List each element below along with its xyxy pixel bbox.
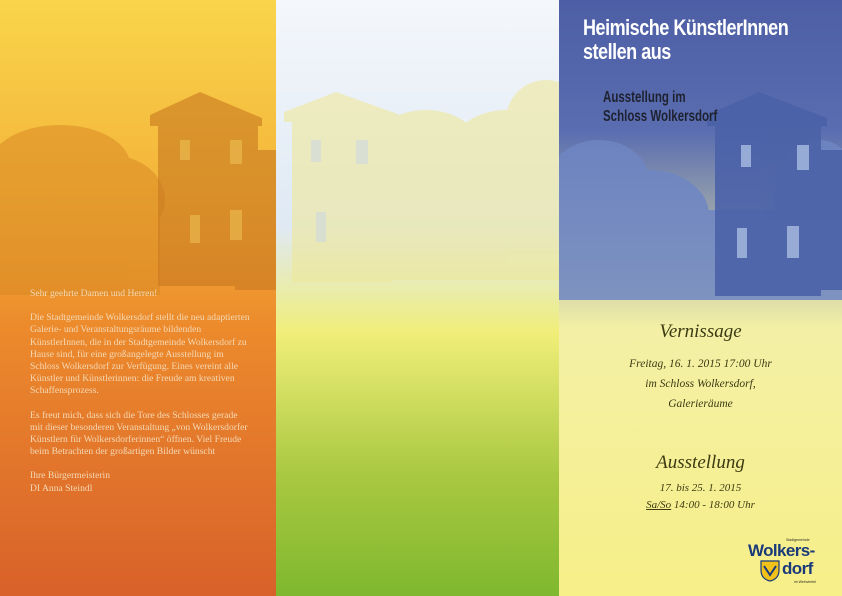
coat-of-arms-icon [760,560,780,582]
exhibition-time: 14:00 - 18:00 Uhr [671,499,755,511]
letter-closing: Ihre Bürgermeisterin [30,470,111,482]
logo-bottom-text: im Weinviertel [794,580,816,584]
title-line: Heimische KünstlerInnen [583,15,789,40]
subtitle-line: Ausstellung im [603,89,686,106]
logo-top-text: Stadtgemeinde [786,538,810,542]
letter-paragraph: Die Stadtgemeinde Wolkersdorf stellt die neu adaptierten Galerie- und Veranstaltungsräume bildenden KünstlerInnen, die in der Stadtgemeinde Wolkersdorf zu Hause sind, für eine großangelegte Ausstellung im Schloss Wolkersdorf zur Verfügung. Eines vereint alle Künstler und Künstlerinnen: die Freude am kreativen Schaffensprozess. [30,312,250,397]
letter-salutation: Sehr geehrte Damen und Herren! [30,288,158,299]
panel-letter [0,0,276,596]
wolkersdorf-logo [746,538,826,588]
letter-paragraph: Es freut mich, dass sich die Tore des Schlosses gerade mit dieser besonderen Veranstaltung „von Wolkersdorfer Künstlern für Wolkersdorferinnen“ öffnen. Viel Freude beim Betrachten der großartigen Bilder wünscht [30,409,248,458]
brochure-subtitle [603,88,717,126]
exhibition-dates: 17. bis 25. 1. 2015 [659,482,742,494]
exhibition-heading: Ausstellung [656,452,745,473]
exhibition-days: Sa/So [646,499,672,511]
brochure-title [583,16,788,64]
logo-word-bottom: dorf [782,559,813,578]
letter-text [30,288,252,495]
vernissage-section [559,320,842,414]
exhibition-hours [559,497,842,514]
panel-program [276,0,559,596]
vernissage-date: Freitag, 16. 1. 2015 17:00 Uhr [629,358,772,370]
vernissage-venue: im Schloss Wolkersdorf, [645,378,756,390]
vernissage-heading: Vernissage [659,321,742,342]
logo-word-top: Wolkers- [748,541,815,560]
letter-signature: DI Anna Steindl [30,482,93,494]
subtitle-line: Schloss Wolkersdorf [603,108,718,125]
title-line: stellen aus [583,39,671,64]
exhibition-section [559,452,842,514]
castle-silhouette-light [276,0,559,596]
vernissage-room: Galerieräume [668,398,733,410]
